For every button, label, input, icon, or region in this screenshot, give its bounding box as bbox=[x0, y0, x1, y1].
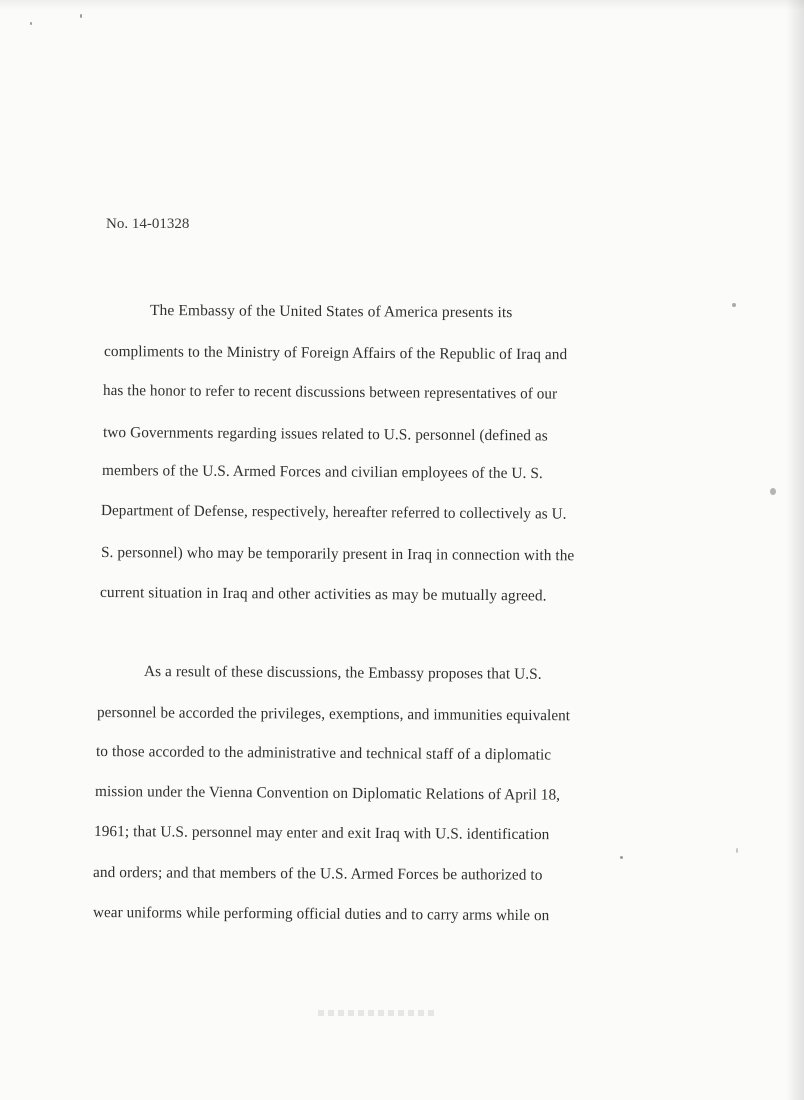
paragraph-2-line: wear uniforms while performing official duties and to carry arms while on bbox=[92, 904, 550, 925]
paragraph-2-line: to those accorded to the administrative and technical staff of a diplomatic bbox=[95, 743, 552, 764]
paragraph-1-line: Department of Defense, respectively, hereafter referred to collectively as U. bbox=[100, 502, 567, 523]
scan-speck bbox=[770, 488, 776, 495]
document-number: No. 14-01328 bbox=[106, 216, 190, 232]
scan-speck bbox=[736, 848, 738, 853]
paragraph-1-line: S. personnel) who may be temporarily present in Iraq in connection with the bbox=[100, 544, 575, 565]
scan-top-shadow bbox=[0, 0, 804, 10]
scan-edge-shadow bbox=[786, 0, 804, 1100]
paragraph-2-line: As a result of these discussions, the Embassy proposes that U.S. bbox=[143, 663, 542, 683]
paragraph-2-line: 1961; that U.S. personnel may enter and exit Iraq with U.S. identification bbox=[93, 823, 550, 844]
paragraph-1-line: members of the U.S. Armed Forces and civilian employees of the U. S. bbox=[101, 462, 543, 483]
paragraph-1-line: current situation in Iraq and other activities as may be mutually agreed. bbox=[99, 584, 547, 605]
scan-speck bbox=[80, 14, 82, 18]
scan-speck bbox=[732, 303, 736, 307]
paragraph-1-line: two Governments regarding issues related to U.S. personnel (defined as bbox=[102, 424, 548, 445]
paragraph-2-line: personnel be accorded the privileges, exemptions, and immunities equivalent bbox=[96, 704, 571, 725]
scan-speck bbox=[30, 22, 32, 25]
paragraph-2-line: and orders; and that members of the U.S. Armed Forces be authorized to bbox=[92, 864, 543, 884]
paragraph-1-line: has the honor to refer to recent discussions between representatives of our bbox=[102, 382, 558, 403]
paragraph-1-line: compliments to the Ministry of Foreign Affairs of the Republic of Iraq and bbox=[103, 343, 568, 364]
paragraph-1-line: The Embassy of the United States of America presents its bbox=[149, 302, 513, 322]
paragraph-2-line: mission under the Vienna Convention on Diplomatic Relations of April 18, bbox=[94, 783, 561, 804]
faint-footer-mark bbox=[318, 1010, 438, 1016]
scan-speck bbox=[620, 856, 623, 859]
